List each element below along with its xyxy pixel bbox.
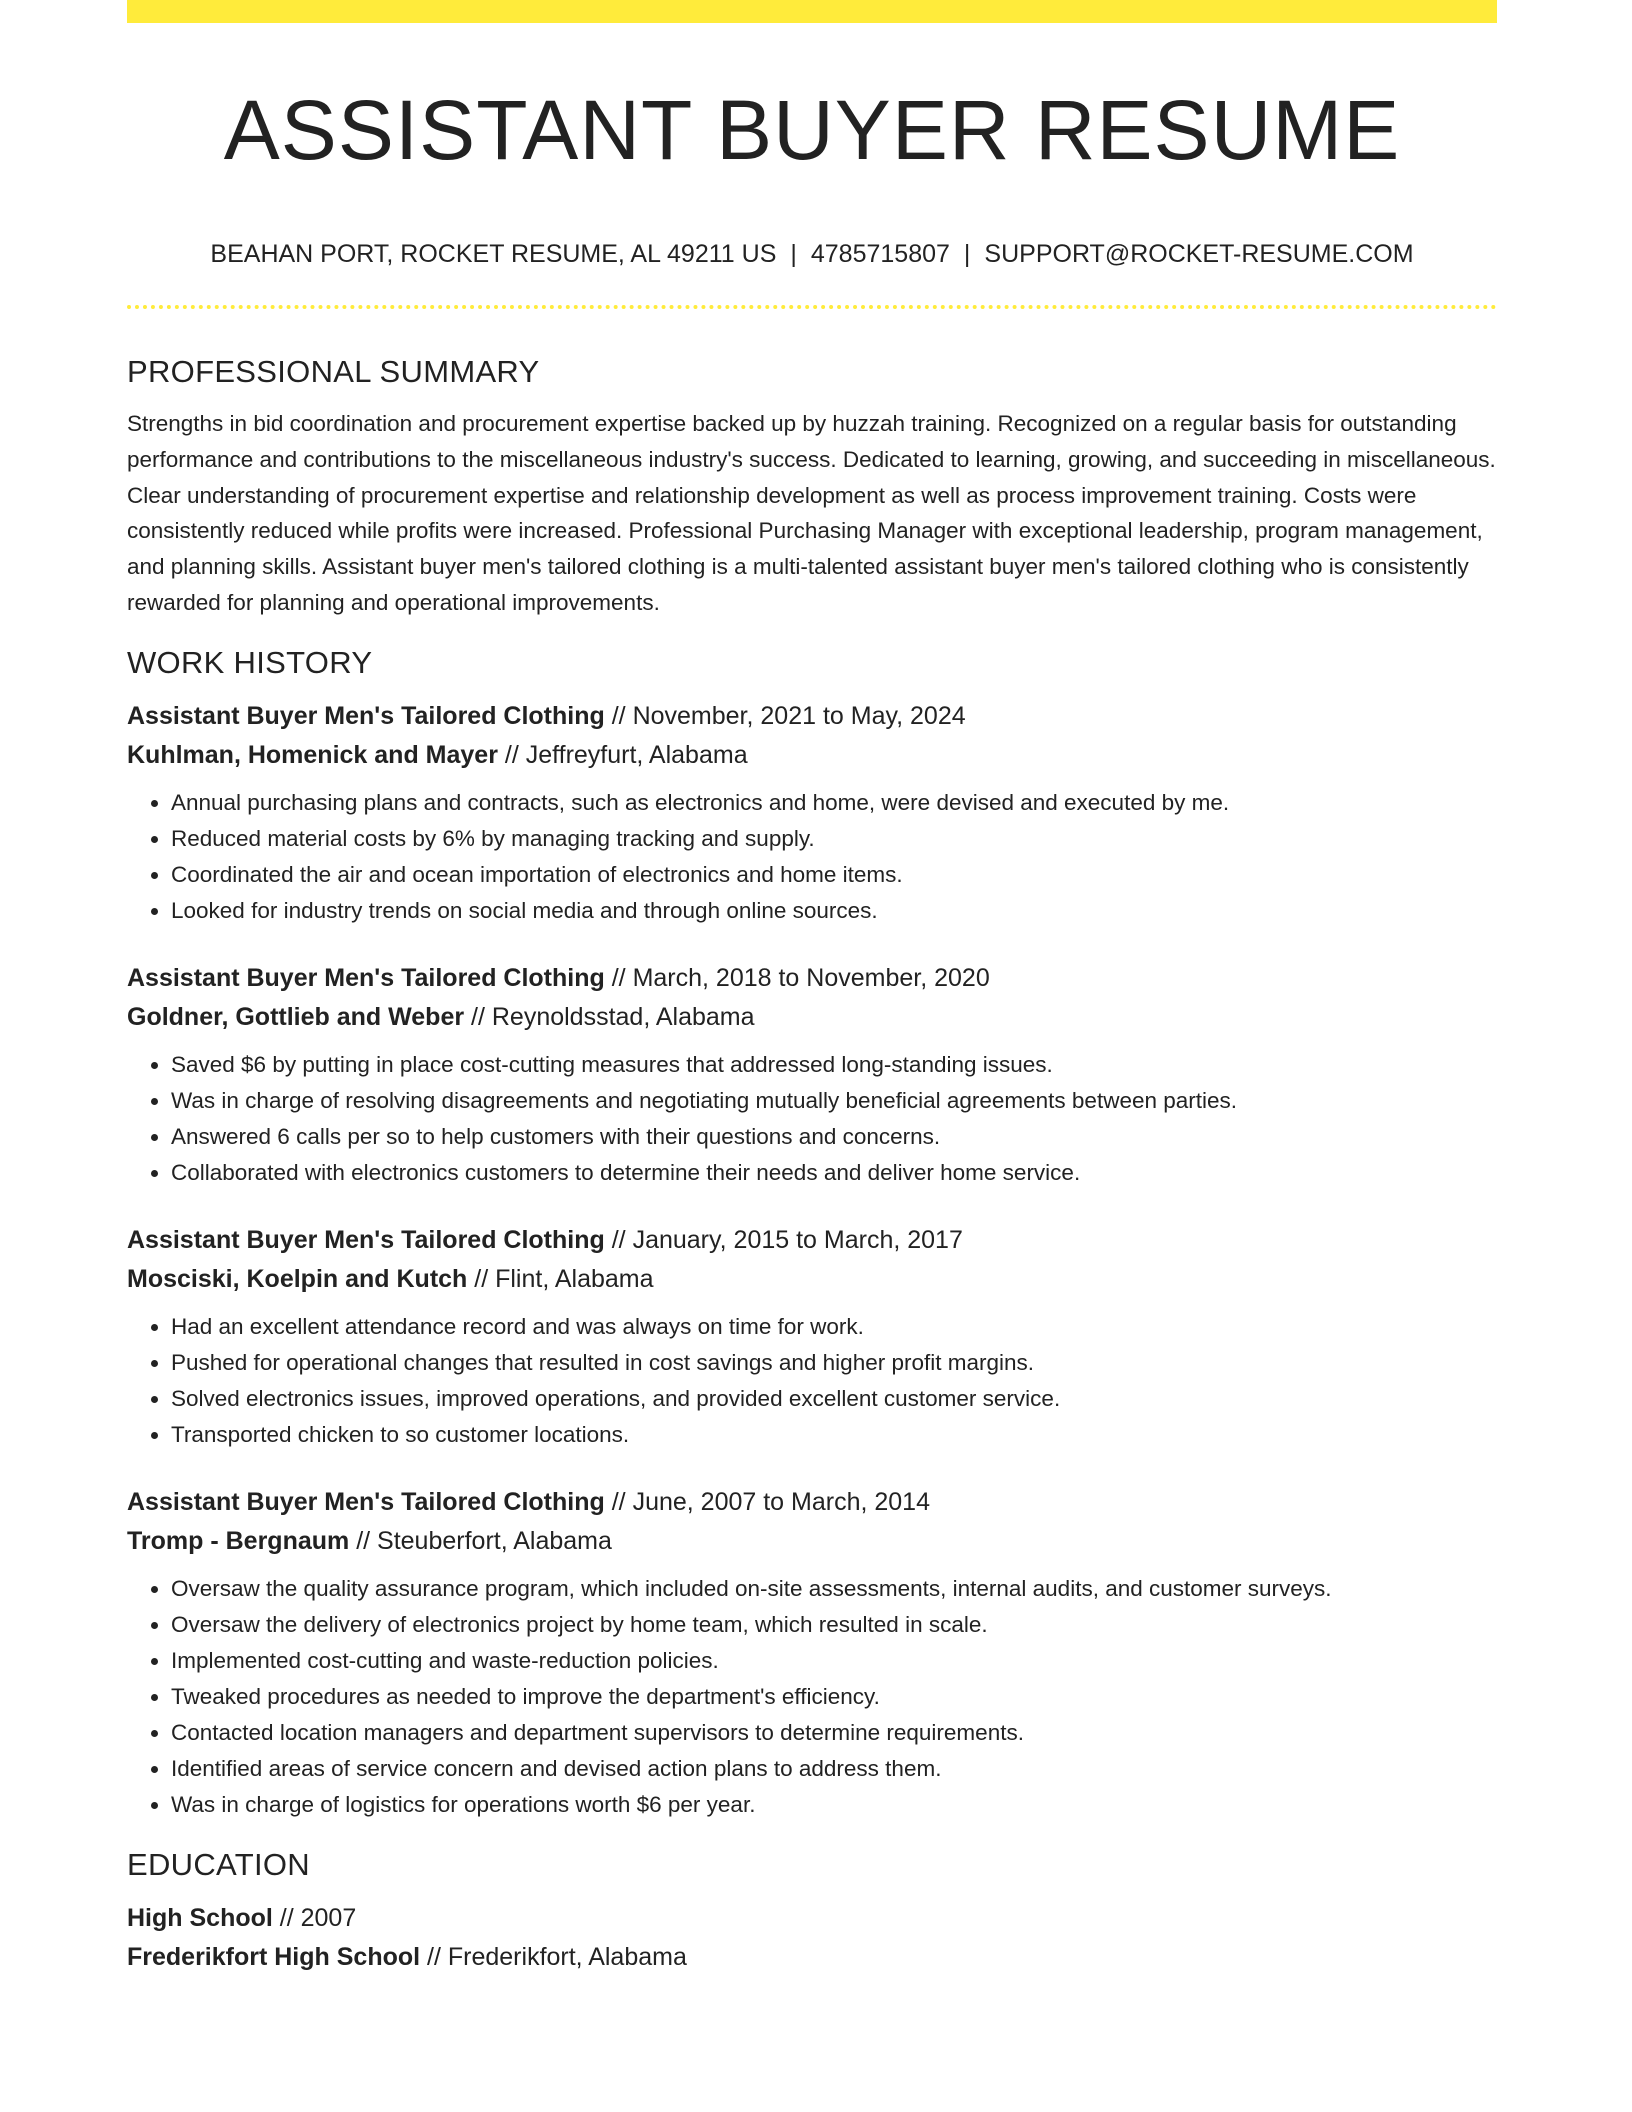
summary-text: Strengths in bid coordination and procurement expertise backed up by huzzah training. Recognized on a regular basis for outstanding performance and contributions to the miscellaneous industry's success. Dedicated to learning, growing, and succeeding in miscellaneous. Clear understanding of procurement expertise and relationship development as well as process improvement training. Costs were consistently reduced while profits were increased. Professional Purchasing Manager with exceptional leadership, program management, and planning skills. Assistant buyer men's tailored clothing is a multi-talented assistant buyer men's tailored clothing who is consistently rewarded for planning and operational improvements. (127, 411, 1496, 615)
job-list (127, 697, 1497, 1823)
job-location: // Flint, Alabama (467, 1264, 654, 1293)
job-title: Assistant Buyer Men's Tailored Clothing (127, 1225, 605, 1254)
job-bullet: • Contacted location managers and department supervisors to determine requirements. (171, 1715, 1497, 1751)
job-company-line (127, 736, 1497, 775)
education-degree: High School (127, 1903, 273, 1932)
job-bullet: • Answered 6 calls per so to help customers with their questions and concerns. (171, 1119, 1497, 1155)
job-bullet: • Had an excellent attendance record and was always on time for work. (171, 1309, 1497, 1345)
education-school: Frederikfort High School (127, 1942, 421, 1971)
job-bullet: • Identified areas of service concern and devised action plans to address them. (171, 1751, 1497, 1787)
education-degree-line (127, 1899, 1497, 1938)
education-year: // 2007 (272, 1903, 357, 1932)
job-dates: // November, 2021 to May, 2024 (604, 701, 966, 730)
resume-page (127, 0, 1497, 1971)
job-bullets (127, 785, 1497, 929)
job-bullet: • Was in charge of logistics for operations worth $6 per year. (171, 1787, 1497, 1823)
education-section (127, 1845, 1497, 1977)
job-location: // Steuberfort, Alabama (349, 1526, 612, 1555)
job-bullet: • Was in charge of resolving disagreements and negotiating mutually beneficial agreements between parties. (171, 1083, 1497, 1119)
job-entry (127, 1221, 1497, 1453)
contact-separator: | (963, 240, 971, 268)
job-title: Assistant Buyer Men's Tailored Clothing (127, 701, 605, 730)
contact-address: BEAHAN PORT, ROCKET RESUME, AL 49211 US (210, 240, 777, 268)
education-location: // Frederikfort, Alabama (420, 1942, 687, 1971)
job-title: Assistant Buyer Men's Tailored Clothing (127, 963, 605, 992)
job-bullet: • Reduced material costs by 6% by managing tracking and supply. (171, 821, 1497, 857)
education-entry (127, 1899, 1497, 1977)
education-school-line (127, 1938, 1497, 1977)
job-bullet: • Collaborated with electronics customers to determine their needs and deliver home service. (171, 1155, 1497, 1191)
job-entry (127, 1483, 1497, 1823)
job-title-line (127, 1483, 1497, 1522)
job-bullet: • Tweaked procedures as needed to improve the department's efficiency. (171, 1679, 1497, 1715)
job-bullet: • Oversaw the delivery of electronics project by home team, which resulted in scale. (171, 1607, 1497, 1643)
job-dates: // June, 2007 to March, 2014 (604, 1487, 930, 1516)
contact-line (127, 236, 1497, 272)
job-title-line (127, 1221, 1497, 1260)
job-bullets (127, 1309, 1497, 1453)
job-bullet: • Annual purchasing plans and contracts, such as electronics and home, were devised and executed by me. (171, 785, 1497, 821)
job-title-line (127, 697, 1497, 736)
job-location: // Reynoldsstad, Alabama (464, 1002, 755, 1031)
job-dates: // January, 2015 to March, 2017 (604, 1225, 963, 1254)
job-bullet: • Transported chicken to so customer locations. (171, 1417, 1497, 1453)
resume-title: ASSISTANT BUYER RESUME (223, 83, 1401, 177)
job-bullet: • Looked for industry trends on social media and through online sources. (171, 893, 1497, 929)
job-bullet: • Coordinated the air and ocean importation of electronics and home items. (171, 857, 1497, 893)
job-company: Mosciski, Koelpin and Kutch (127, 1264, 468, 1293)
job-company: Goldner, Gottlieb and Weber (127, 1002, 465, 1031)
job-bullets (127, 1047, 1497, 1191)
education-heading: EDUCATION (127, 1846, 310, 1882)
job-bullet: • Saved $6 by putting in place cost-cutting measures that addressed long-standing issues. (171, 1047, 1497, 1083)
summary-section (127, 352, 1497, 621)
job-company-line (127, 1522, 1497, 1561)
summary-heading: PROFESSIONAL SUMMARY (127, 354, 540, 389)
job-entry (127, 697, 1497, 929)
job-title-line (127, 959, 1497, 998)
accent-bar (127, 0, 1497, 23)
work-history-heading: WORK HISTORY (127, 644, 373, 680)
contact-email: SUPPORT@ROCKET-RESUME.COM (984, 240, 1414, 268)
contact-separator: | (790, 240, 797, 268)
job-title: Assistant Buyer Men's Tailored Clothing (127, 1487, 605, 1516)
dotted-divider (127, 305, 1497, 309)
job-company: Tromp - Bergnaum (127, 1526, 350, 1555)
job-company-line (127, 1260, 1497, 1299)
job-bullet: • Solved electronics issues, improved operations, and provided excellent customer service. (171, 1381, 1497, 1417)
work-history-section (127, 643, 1497, 1823)
job-location: // Jeffreyfurt, Alabama (497, 740, 748, 769)
contact-phone: 4785715807 (810, 240, 950, 268)
job-bullet: • Oversaw the quality assurance program, which included on-site assessments, internal audits, and customer surveys. (171, 1571, 1497, 1607)
job-bullet: • Implemented cost-cutting and waste-reduction policies. (171, 1643, 1497, 1679)
job-bullet: • Pushed for operational changes that resulted in cost savings and higher profit margins. (171, 1345, 1497, 1381)
job-bullets (127, 1571, 1497, 1823)
job-dates: // March, 2018 to November, 2020 (604, 963, 990, 992)
job-company-line (127, 998, 1497, 1037)
job-entry (127, 959, 1497, 1191)
resume-content (127, 352, 1497, 1977)
job-company: Kuhlman, Homenick and Mayer (127, 740, 498, 769)
